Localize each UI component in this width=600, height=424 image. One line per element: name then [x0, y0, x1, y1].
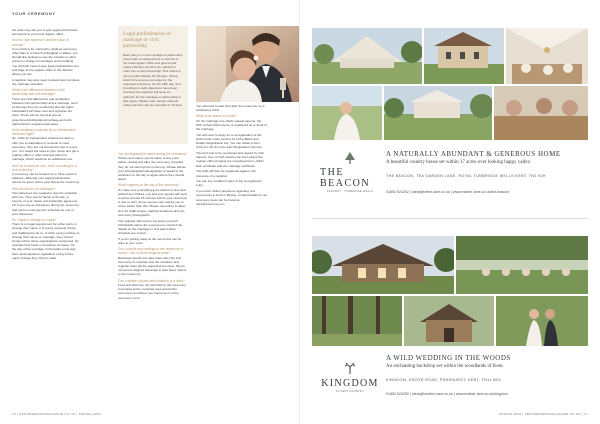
beacon-logo — [320, 146, 380, 198]
faq-answer: If you have further questions regarding civil ceremonies in Kent or Bexley, contact details for our ceremony team can be found at ukcivilceremony.com — [196, 189, 268, 206]
text-column-1 — [12, 28, 80, 408]
kingdom-photo-cabin — [404, 296, 494, 346]
text-column-2 — [118, 150, 188, 412]
beacon-photo-tent-interior — [506, 28, 588, 84]
faq-answer: A registrar may also need to attend and complete the marriage schedule. — [12, 77, 80, 86]
kingdom-antler-icon — [342, 360, 358, 376]
faq-question: Do I have to change my name? — [12, 218, 57, 223]
beacon-tree-icon — [343, 151, 357, 165]
kingdom-photo-ceremony — [456, 236, 588, 294]
faq-answer: You will need to apply for a re-registration of the child's birth under section 14 of the Births and Deaths Registration Act. You can obtain a form (LA1) for this from the Kent Registration Service. — [196, 132, 263, 150]
faq-answer: The form has to be completed and signed by both parents. One or both parents can then attend the register office bringing the completed form, child's birth certificate and the marriage certificate. — [196, 151, 265, 168]
faq-answer: Two witnesses are needed to sign the schedule with you. They can be family or friends, or anyone of your choice and preferably aged over 18. If you use an interpreter during the ceremony, that person must sign the schedule as one of your witnesses. — [12, 190, 80, 216]
faq-question: How far in advance can I book a booking for a civil ceremony? — [12, 163, 77, 172]
kingdom-logo-subtitle: AT KENT COUNTRY — [335, 389, 365, 393]
couple-photo-illustration — [196, 26, 300, 102]
beacon-headline: A NATURALLY ABUNDANT & GENEROUS HOME — [386, 150, 561, 158]
faq-answer: The registrar will need to interview you both individually before the ceremony to check if the details on the marriage or civil partnership schedule are correct. — [118, 218, 183, 236]
section-title: YOUR CEREMONY — [12, 11, 56, 16]
kingdom-photo-lodge — [312, 236, 454, 294]
faq-answer: Food and drink are not permitted in the ceremony room/area at the restricted area around the ceremony room/area, see how long or to the ceremony room. — [118, 282, 186, 300]
faq-answer: Photos and videos can be taken at any point before, during and after the ceremony, provided they do not interrupt the ceremony. Please advise your photographer/videographer to speak to the celebrant on the day to agree where they should stand. — [118, 156, 186, 182]
faq-answer: If you wish to be married by religious ceremony, other than in a Church of England or Wales, you should first arrange to see the minister or other person in charge of marriages at the building. You will both need to give legal preliminaries one and page at the register office in the districts where you live. — [12, 46, 79, 77]
faq-question: What is the status of a child? — [196, 114, 237, 119]
faq-answer: The birth will then be registered again in the presence of a registrar. — [196, 169, 257, 178]
folio-right: SPRING 2020 | KENTWEDDINGMAGAZINE.CO.UK | 17 — [499, 412, 588, 416]
faq-question: Who should be our witnesses? — [12, 186, 56, 191]
faq-answer: If you're getting ready at the venue this can be done in your room. — [118, 236, 182, 246]
text-column-3 — [196, 104, 268, 410]
kingdom-photo-grid — [312, 236, 588, 348]
beacon-logo-name: THE BEACON — [320, 167, 371, 189]
kingdom-photo-couple — [496, 296, 588, 346]
sidebar-title: Legal preliminaries of marriage or civil partnership — [123, 31, 171, 50]
faq-answer: On the marriage of a child's natural parents, the birth of that child may be re-registered as a result of the marriage. — [196, 118, 267, 132]
faq-answer: Blessings should only take place after the civil ceremony is complete and the celebrant and registrar have left the approved premises. We do not permit religious blessings to take place 'before a civil ceremony'. — [118, 255, 187, 277]
faq-answer: There are both differences and similarities between civil partnerships and a marriage, such as the way they are conducted and the rights individuals both have over and opposite sex have. These can be found at gov.uk: government/publications/marriage-and-civil-partnership-in-england-and-wales. — [12, 96, 78, 126]
beacon-address: THE BEACON, TEA GARDEN LANE, ROYAL TUNBRIDGE WELLS KENT, TN3 9JH — [386, 174, 546, 178]
kingdom-tagline: An enchanting backdrop set within the woodlands of Kent. — [386, 364, 504, 369]
ad-divider — [312, 218, 588, 219]
beacon-advert — [312, 28, 588, 208]
beacon-photo-grid — [312, 28, 588, 140]
faq-answer: To make sure everything goes ahead on time and without any hitches, you and your guests will need to arrive at least 15 minutes before your ceremony is due to start. Some venues may require you to arrive earlier than this. Please remember to allow time for traffic delays, parking limitations and pre-ceremony photographs. — [118, 187, 187, 217]
beacon-tagline: A beautiful country house set within 17 acres over looking happy valley. — [386, 160, 531, 165]
beacon-photo-house — [424, 28, 504, 84]
faq-question: Can I include any readings in the ceremony or music? Can I include religious parts? — [118, 247, 184, 256]
faq-question: What happens on the day of the ceremony? — [118, 183, 180, 188]
faq-question: Is the wedding conducted by an independent celebrant legal? — [12, 127, 76, 137]
legal-preliminaries-sidebar — [118, 26, 188, 144]
faq-answer: No, while an independent celebrant is able to offer you a celebration or renewal of vows ceremony, they are not licensed by law to marry you. You would still need to give notice and get a register office or other licensed place for marriage, which would be an additional cost. — [12, 136, 79, 162]
beacon-logo-subtitle: ASHURST · TUNBRIDGE WELLS — [326, 190, 374, 193]
faq-question: Can I release a guest with a balloon or a dove? — [118, 278, 185, 283]
beacon-photo-grounds — [384, 86, 492, 140]
couple-photo — [196, 26, 300, 102]
kingdom-logo — [320, 350, 380, 402]
faq-answer: A ceremony can be booked up to three years in advance, although your legal preliminaries cannot be given until a year before the ceremony. — [12, 172, 80, 185]
faq-answer: You can buy certified copies of the re-registered entry. — [196, 179, 262, 188]
faq-answer: You will need to wait until after the ceremony, by a celebratory drink. — [196, 104, 265, 113]
kingdom-logo-name: KINGDOM — [321, 377, 379, 389]
kingdom-address: KINGDOM, GROVE ROAD, PENSHURST, KENT, TN11 8DX — [386, 378, 502, 382]
kingdom-photo-woods — [312, 296, 402, 346]
faq-question: What is the difference between a civil partnership and civil marriage? — [12, 88, 65, 97]
faq-answer: There is no legal requirement for either party to change their name. It is purely personal choice and traditional to do so. If either person wishes to change their name on marriage, they should simply inform those organisations concerned, for example their bank or insurance company. On the day of the marriage, both parties must sign their usual signature regardless of any future name change they wish to make. — [12, 222, 80, 260]
faq-question: How do I get married in another place of worship? — [12, 38, 69, 47]
beacon-photo-marquee — [312, 28, 422, 84]
kingdom-contact: 01892 524252 | ideas@mother-lane.co.uk | www.mother-lane.co.uk/kingdom — [386, 392, 508, 396]
faq-answer: the vicar may ask you to give legal preliminaries two before at your local register office. — [12, 28, 78, 37]
beacon-contact: 01892 524252 | ideas@other-lane.co.uk | www.mother-lane.co.uk/the-beacon — [386, 190, 510, 194]
faq-question: Can photographs be taken during the ceremony? — [118, 152, 188, 156]
kingdom-advert — [312, 236, 588, 408]
folio-left: 16 | KENTWEDDINGMAGAZINE.CO.UK | SPRING 2020 — [12, 412, 101, 416]
beacon-photo-bride — [312, 86, 382, 140]
beacon-photo-table — [494, 86, 588, 140]
kingdom-headline: A WILD WEDDING IN THE WOODS — [386, 354, 511, 362]
sidebar-body: Each party in a civil marriage or partnership must make an appointment to visit his or her local register office and give formal notice that they intend to be married or enter into a civil partnership. This notice is put on public display for 28 days, during which time anyone can object to the proposed ceremony. On the 29th day, and providing no valid objections have been received, the registrar will issue an authority for the marriage or partnership to take place. Please note, foreign national notice periods may be extended to 70 days. — [123, 52, 183, 108]
